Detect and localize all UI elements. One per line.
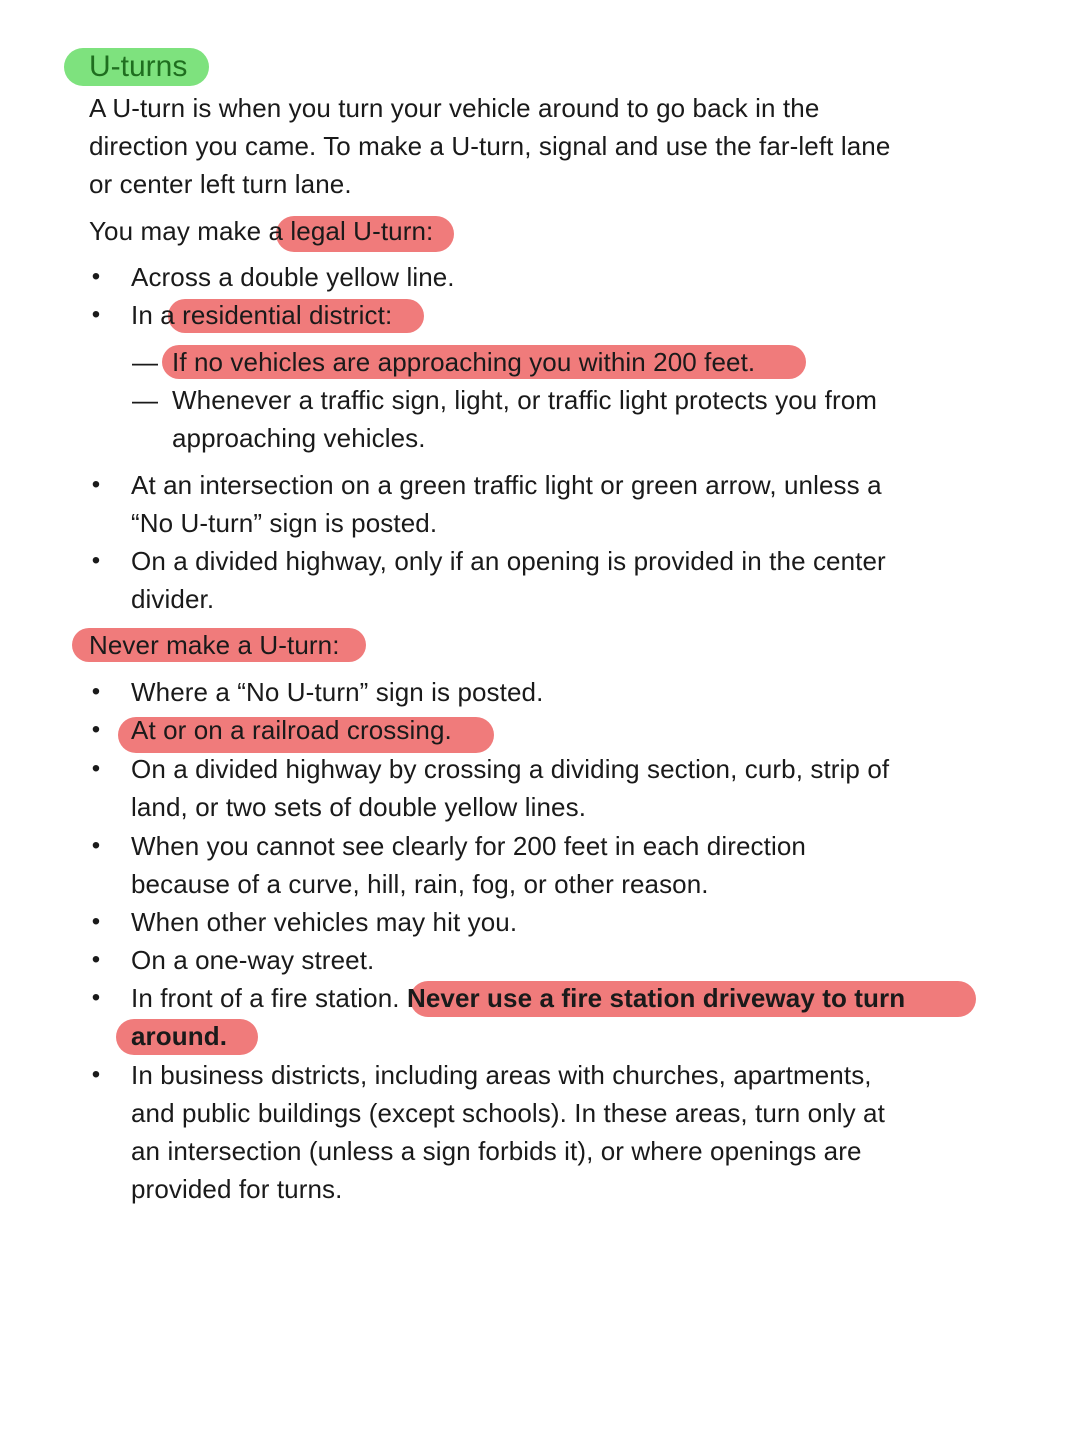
bullet-dot: •	[91, 832, 101, 859]
list-item-line: divider.	[131, 584, 215, 614]
list-item-line: On a divided highway, only if an opening is provided in the center	[131, 546, 886, 576]
bullet-dot: •	[91, 263, 101, 290]
list-item: At or on a railroad crossing.	[131, 715, 452, 745]
dash-marker: —	[132, 385, 158, 415]
list-item: On a one-way street.	[131, 945, 375, 975]
list-item-bold-line: around.	[131, 1021, 228, 1051]
list-item-line	[131, 979, 905, 1017]
sub-item: If no vehicles are approaching you within 200 feet.	[172, 347, 756, 377]
sub-item-line: approaching vehicles.	[172, 423, 426, 453]
bullet-dot: •	[91, 908, 101, 935]
bullet-dot: •	[91, 471, 101, 498]
list-item-text: In	[131, 300, 161, 330]
intro-line: or center left turn lane.	[89, 169, 352, 199]
list-item-line: On a divided highway by crossing a dividing section, curb, strip of	[131, 754, 890, 784]
list-item-line: When you cannot see clearly for 200 feet in each direction	[131, 831, 806, 861]
list-item: Across a double yellow line.	[131, 262, 455, 292]
intro-line: direction you came. To make a U-turn, signal and use the far-left lane	[89, 131, 891, 161]
list-item-line: In business districts, including areas with churches, apartments,	[131, 1060, 872, 1090]
list-item: When other vehicles may hit you.	[131, 907, 518, 937]
bullet-dot: •	[91, 547, 101, 574]
legal-lead-text: You may make	[89, 216, 269, 246]
section-title: U-turns	[64, 48, 209, 86]
list-item-line: “No U-turn” sign is posted.	[131, 508, 438, 538]
list-item-text: In front of a fire station.	[131, 983, 400, 1013]
list-item-line: land, or two sets of double yellow lines.	[131, 792, 587, 822]
bullet-dot: •	[91, 946, 101, 973]
sub-item-line: Whenever a traffic sign, light, or traffic light protects you from	[172, 385, 878, 415]
list-item: Where a “No U-turn” sign is posted.	[131, 677, 544, 707]
list-item-bold: Never use a fire station driveway to turn	[406, 983, 906, 1013]
bullet-dot: •	[91, 678, 101, 705]
intro-line: A U-turn is when you turn your vehicle around to go back in the	[89, 93, 820, 123]
list-item	[131, 296, 392, 334]
bullet-dot: •	[91, 301, 101, 328]
legal-lead-highlight: a legal U-turn:	[268, 216, 434, 246]
list-item-line: an intersection (unless a sign forbids it), or where openings are	[131, 1136, 862, 1166]
dash-marker: —	[132, 347, 158, 377]
bullet-dot: •	[91, 716, 101, 743]
never-heading: Never make a U-turn:	[89, 630, 340, 660]
list-item-line: At an intersection on a green traffic light or green arrow, unless a	[131, 470, 882, 500]
bullet-dot: •	[91, 1061, 101, 1088]
list-item-highlight: a residential district:	[160, 300, 393, 330]
bullet-dot: •	[91, 984, 101, 1011]
list-item-line: because of a curve, hill, rain, fog, or other reason.	[131, 869, 709, 899]
bullet-dot: •	[91, 755, 101, 782]
list-item-line: provided for turns.	[131, 1174, 343, 1204]
legal-lead	[89, 212, 433, 250]
list-item-line: and public buildings (except schools). In these areas, turn only at	[131, 1098, 885, 1128]
